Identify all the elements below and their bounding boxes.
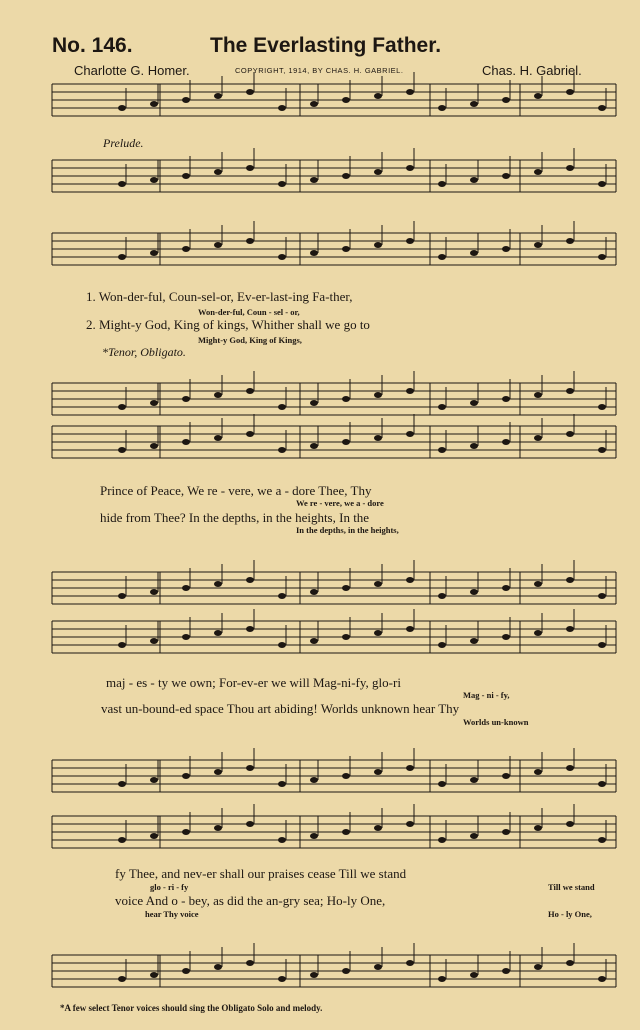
tenor-obligato-label: *Tenor, Obligato. [102, 345, 186, 359]
notehead [118, 642, 126, 648]
notehead [214, 169, 222, 175]
notehead [342, 585, 350, 591]
notehead [566, 388, 574, 394]
notehead [502, 829, 510, 835]
notehead [278, 781, 286, 787]
notehead [438, 837, 446, 843]
notehead [470, 400, 478, 406]
notehead [310, 101, 318, 107]
notehead [374, 435, 382, 441]
notehead [534, 169, 542, 175]
notehead [566, 165, 574, 171]
notehead [214, 581, 222, 587]
notehead [438, 105, 446, 111]
notehead [342, 634, 350, 640]
notehead [534, 435, 542, 441]
notehead [278, 181, 286, 187]
notehead [406, 89, 414, 95]
notehead [406, 165, 414, 171]
staff-7 [52, 609, 616, 653]
notehead [214, 435, 222, 441]
notehead [342, 97, 350, 103]
notehead [118, 976, 126, 982]
notehead [278, 837, 286, 843]
copyright-notice: COPYRIGHT, 1914, BY CHAS. H. GABRIEL. [235, 66, 404, 75]
notehead [502, 246, 510, 252]
notehead [566, 821, 574, 827]
notehead [246, 431, 254, 437]
notehead [182, 773, 190, 779]
notehead [374, 769, 382, 775]
staff-4 [52, 371, 616, 415]
notehead [278, 976, 286, 982]
lyric-s3-v2-echo: In the depths, in the heights, [296, 525, 399, 535]
notehead [150, 250, 158, 256]
staff-9 [52, 804, 616, 848]
notehead [502, 585, 510, 591]
notehead [502, 173, 510, 179]
notehead [150, 833, 158, 839]
notehead [438, 181, 446, 187]
notehead [598, 837, 606, 843]
notehead [118, 781, 126, 787]
notehead [502, 773, 510, 779]
notehead [534, 93, 542, 99]
notehead [342, 968, 350, 974]
notehead [182, 396, 190, 402]
notehead [374, 242, 382, 248]
notehead [598, 976, 606, 982]
notehead [182, 246, 190, 252]
notehead [246, 577, 254, 583]
notehead [502, 968, 510, 974]
notehead [342, 246, 350, 252]
notehead [566, 431, 574, 437]
notehead [246, 960, 254, 966]
notehead [150, 972, 158, 978]
notehead [598, 181, 606, 187]
notehead [278, 447, 286, 453]
notehead [342, 439, 350, 445]
lyric-s5-v1: fy Thee, and nev-er shall our praises cease Till we stand [115, 866, 407, 881]
notehead [470, 177, 478, 183]
notehead [214, 825, 222, 831]
staff-3 [52, 221, 616, 265]
notehead [118, 837, 126, 843]
lyric-s3-v1: Prince of Peace, We re - vere, we a - dore Thee, Thy [100, 483, 372, 498]
notehead [246, 89, 254, 95]
notehead [182, 829, 190, 835]
notehead [150, 589, 158, 595]
notehead [438, 593, 446, 599]
notehead [374, 964, 382, 970]
lyric-s4-v2-echo: Worlds un-known [463, 717, 529, 727]
notehead [438, 642, 446, 648]
notehead [118, 254, 126, 260]
staff-1 [52, 72, 616, 116]
lyric-s5-v2-echo-b: Ho - ly One, [548, 909, 592, 919]
staff-8 [52, 748, 616, 792]
notehead [118, 181, 126, 187]
notehead [598, 447, 606, 453]
notehead [214, 242, 222, 248]
notehead [118, 105, 126, 111]
notehead [598, 105, 606, 111]
footnote: *A few select Tenor voices should sing the Obligato Solo and melody. [60, 1003, 323, 1013]
notehead [566, 626, 574, 632]
notehead [150, 400, 158, 406]
notehead [278, 593, 286, 599]
notehead [150, 443, 158, 449]
lyric-s5-v1-echo-a: glo - ri - fy [150, 882, 189, 892]
notehead [566, 765, 574, 771]
hymn-number: No. 146. [52, 34, 133, 57]
notehead [598, 781, 606, 787]
notehead [374, 93, 382, 99]
notehead [502, 634, 510, 640]
notehead [182, 968, 190, 974]
notehead [150, 638, 158, 644]
notehead [118, 404, 126, 410]
notehead [118, 447, 126, 453]
notehead [310, 443, 318, 449]
notehead [214, 769, 222, 775]
notehead [246, 765, 254, 771]
notehead [278, 105, 286, 111]
notehead [182, 634, 190, 640]
notehead [406, 388, 414, 394]
composer: Chas. H. Gabriel. [482, 63, 582, 78]
staff-5 [52, 414, 616, 458]
notehead [374, 630, 382, 636]
notehead [246, 626, 254, 632]
notehead [502, 396, 510, 402]
notehead [534, 825, 542, 831]
notehead [470, 101, 478, 107]
notehead [374, 392, 382, 398]
notehead [342, 173, 350, 179]
notehead [374, 169, 382, 175]
notehead [406, 960, 414, 966]
lyric-s2-v2: 2. Might-y God, King of kings, Whither shall we go to [86, 317, 370, 332]
notehead [214, 392, 222, 398]
staff-2 [52, 148, 616, 192]
notehead [342, 829, 350, 835]
lyric-s2-v1-echo: Won-der-ful, Coun - sel - or, [198, 307, 300, 317]
notehead [438, 447, 446, 453]
notehead [534, 769, 542, 775]
notehead [246, 821, 254, 827]
notehead [310, 777, 318, 783]
notehead [246, 165, 254, 171]
notehead [566, 960, 574, 966]
notehead [342, 396, 350, 402]
lyric-s2-v2-echo: Might-y God, King of Kings, [198, 335, 302, 345]
notehead [502, 439, 510, 445]
notehead [406, 626, 414, 632]
notehead [374, 825, 382, 831]
notehead [150, 777, 158, 783]
notehead [598, 593, 606, 599]
notehead [278, 404, 286, 410]
notehead [182, 585, 190, 591]
notehead [278, 254, 286, 260]
notehead [438, 404, 446, 410]
notehead [118, 593, 126, 599]
notehead [214, 93, 222, 99]
notehead [406, 431, 414, 437]
notehead [406, 765, 414, 771]
hymn-title: The Everlasting Father. [210, 34, 442, 57]
notehead [502, 97, 510, 103]
notehead [470, 443, 478, 449]
notehead [278, 642, 286, 648]
notehead [310, 177, 318, 183]
notehead [150, 177, 158, 183]
notehead [150, 101, 158, 107]
notehead [438, 254, 446, 260]
lyricist: Charlotte G. Homer. [74, 63, 190, 78]
notehead [310, 638, 318, 644]
notehead [342, 773, 350, 779]
lyric-s2-v1: 1. Won-der-ful, Coun-sel-or, Ev-er-last-ing Fa-ther, [86, 289, 353, 304]
notehead [310, 400, 318, 406]
notehead [374, 581, 382, 587]
notehead [534, 392, 542, 398]
notehead [406, 577, 414, 583]
notehead [246, 238, 254, 244]
notehead [598, 254, 606, 260]
notehead [566, 577, 574, 583]
notehead [310, 589, 318, 595]
notehead [310, 972, 318, 978]
lyric-s3-v1-echo: We re - vere, we a - dore [296, 498, 384, 508]
lyric-s5-v1-echo-b: Till we stand [548, 882, 595, 892]
notehead [470, 638, 478, 644]
notehead [470, 250, 478, 256]
lyric-s5-v2: voice And o - bey, as did the an-gry sea; Ho-ly One, [115, 893, 386, 908]
notehead [534, 630, 542, 636]
notehead [598, 404, 606, 410]
lyric-s4-v1-echo: Mag - ni - fy, [463, 690, 510, 700]
notehead [182, 97, 190, 103]
notehead [246, 388, 254, 394]
lyric-s4-v2: vast un-bound-ed space Thou art abiding! Worlds unknown hear Thy [101, 701, 460, 716]
notehead [406, 821, 414, 827]
notehead [438, 976, 446, 982]
lyric-s4-v1: maj - es - ty we own; For-ev-er we will Mag-ni-fy, glo-ri [106, 675, 401, 690]
lyric-s3-v2: hide from Thee? In the depths, in the heights, In the [100, 510, 370, 525]
notehead [534, 581, 542, 587]
notehead [310, 833, 318, 839]
notehead [566, 238, 574, 244]
notehead [438, 781, 446, 787]
notehead [566, 89, 574, 95]
notehead [214, 964, 222, 970]
staff-6 [52, 560, 616, 604]
notehead [470, 589, 478, 595]
lyric-s5-v2-echo-a: hear Thy voice [145, 909, 199, 919]
notehead [534, 964, 542, 970]
notehead [182, 173, 190, 179]
notehead [470, 972, 478, 978]
notehead [406, 238, 414, 244]
notehead [470, 777, 478, 783]
notehead [534, 242, 542, 248]
notehead [182, 439, 190, 445]
notehead [470, 833, 478, 839]
staff-10 [52, 943, 616, 987]
notehead [214, 630, 222, 636]
notehead [598, 642, 606, 648]
notehead [310, 250, 318, 256]
prelude-label: Prelude. [103, 136, 144, 150]
